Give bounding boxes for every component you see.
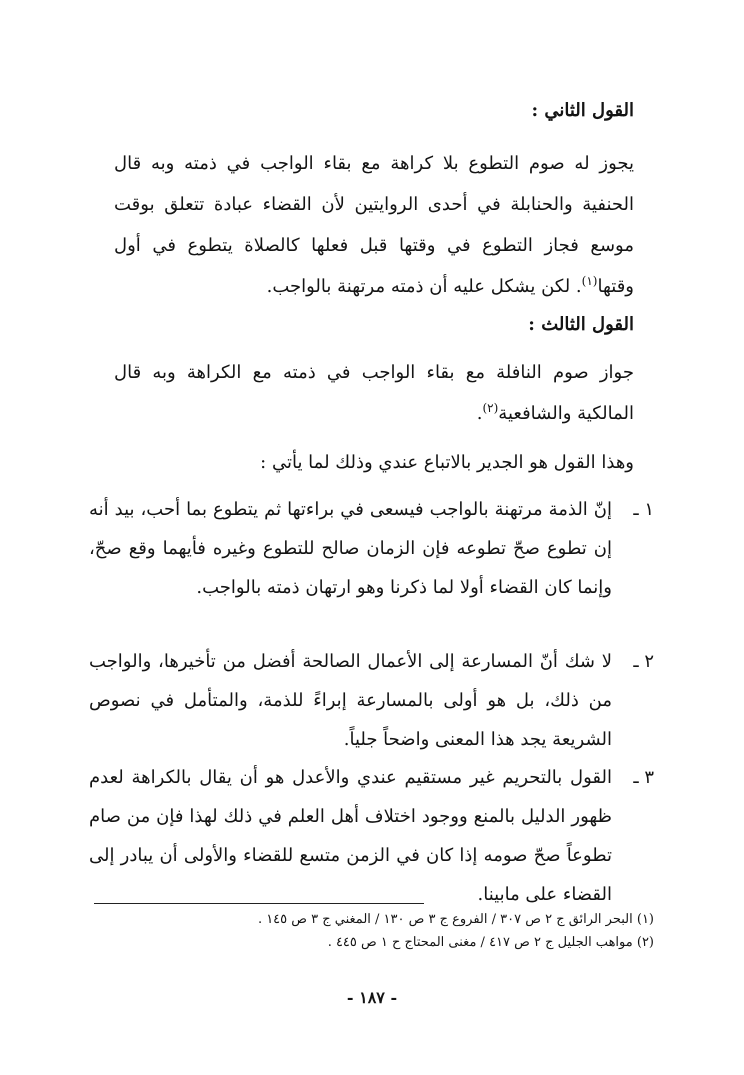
footnote-ref-2[interactable]: (٢) <box>482 401 499 415</box>
section-3-text: جواز صوم النافلة مع بقاء الواجب في ذمته مع الكراهة وبه قال المالكية والشافعية <box>114 362 634 424</box>
page-number: - ١٨٧ - <box>346 988 398 1007</box>
footnote-2: (٢) مواهب الجليل ج ٢ ص ٤١٧ / مغنى المحتاج ح ١ ص ٤٤٥ . <box>327 935 654 950</box>
footnotes <box>84 908 654 954</box>
list-item-1 <box>89 490 654 607</box>
section-3-body <box>114 352 634 434</box>
footnote-ref-1[interactable]: (١) <box>581 274 598 288</box>
list-item-3 <box>89 758 654 914</box>
section-3-text-after: . <box>476 403 483 424</box>
list-item-text: لا شك أنّ المسارعة إلى الأعمال الصالحة أفضل من تأخيرها، والواجب من ذلك، بل هو أولى بالمسارعة إبراءً للذمة، والمتأمل في نصوص الشريعة يجد هذا المعنى واضحاً جلياً. <box>89 651 612 750</box>
section-3-heading: القول الثالث : <box>528 314 634 335</box>
section-2-text-after: . لكن يشكل عليه أن ذمته مرتهنة بالواجب. <box>266 276 582 297</box>
intro-paragraph: وهذا القول هو الجدير بالاتباع عندي وذلك لما يأتي : <box>260 452 634 473</box>
footnote-divider <box>94 903 424 904</box>
footnote-1: (١) البحر الرائق ج ٢ ص ٣٠٧ / الفروع ج ٣ ص ١٣٠ / المغني ج ٣ ص ١٤٥ . <box>257 912 654 927</box>
list-item-text: القول بالتحريم غير مستقيم عندي والأعدل هو أن يقال بالكراهة لعدم ظهور الدليل بالمنع ووجود اختلاف أهل العلم في ذلك لهذا فإن من صام تطوعاً صحّ صومه إذا كان في الزمن متسع للقضاء والأولى أن يبادر إلى القضاء على مابينا. <box>89 767 612 905</box>
list-item-number: ٣ ـ <box>633 767 654 788</box>
section-2-text: يجوز له صوم التطوع بلا كراهة مع بقاء الواجب في ذمته وبه قال الحنفية والحنابلة في أحدى الروايتين لأن القضاء عبادة تتعلق بوقت موسع فجاز التطوع في وقتها قبل فعلها كالصلاة يتطوع في أول وقتها <box>114 153 634 297</box>
list-item-text: إنّ الذمة مرتهنة بالواجب فيسعى في براءتها ثم يتطوع بما أحب، بيد أنه إن تطوع صحّ تطوعه فإن الزمان صالح للتطوع وغيره فأيهما وقع صحّ، وإنما كان القضاء أولا لما ذكرنا وهو ارتهان ذمته بالواجب. <box>89 499 612 598</box>
section-2-heading: القول الثاني : <box>531 100 634 121</box>
list-item-2 <box>89 642 654 759</box>
section-2-body <box>114 143 634 307</box>
list-item-number: ٢ ـ <box>633 651 654 672</box>
list-item-number: ١ ـ <box>633 499 654 520</box>
